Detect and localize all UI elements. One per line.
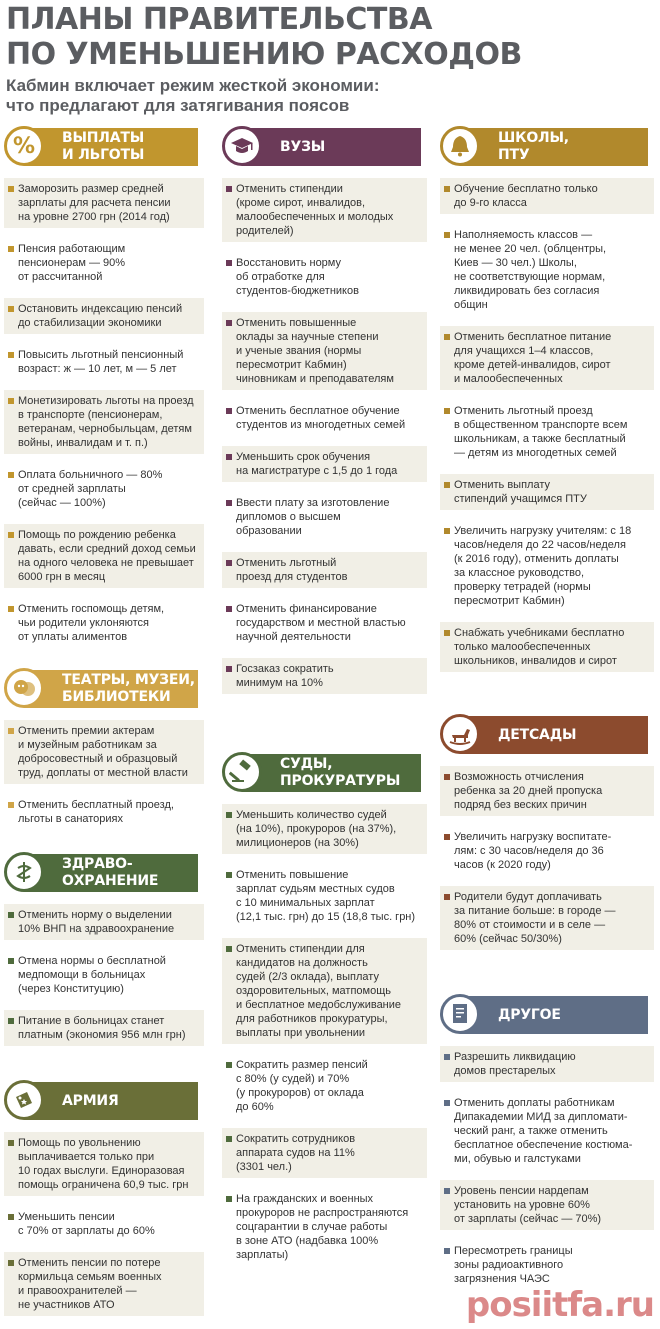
- section-title: АРМИЯ: [24, 1082, 198, 1120]
- section-title: ЗДРАВО- ОХРАНЕНИЕ: [24, 854, 198, 892]
- list-item: Отменить бесплатное обучение студентов из многодетных семей: [222, 400, 427, 436]
- list-item: Отменить госпомощь детям, чьи родители уклоняются от уплаты алиментов: [4, 598, 204, 648]
- list-item: Увеличить нагрузку учителям: с 18 часов/неделя до 22 часов/неделя (к 2016 году), отменить доплаты за классное руководство, проверку тетрадей (нормы пересмотрит Кабмин): [440, 520, 654, 612]
- list-item: Отменить повышенные оклады за научные степени и ученые звания (нормы пересмотрит Кабмин) чиновникам и преподавателям: [222, 312, 427, 390]
- item-list: [4, 1132, 204, 1316]
- list-item: Отменить норму о выделении 10% ВНП на здравоохранение: [4, 904, 204, 940]
- section-health: [4, 852, 204, 1056]
- section-header: [4, 126, 204, 168]
- list-item: Ввести плату за изготовление дипломов о высшем образовании: [222, 492, 427, 542]
- list-item: Обучение бесплатно только до 9-го класса: [440, 178, 654, 214]
- medical-caduceus-icon: [4, 852, 44, 892]
- list-item: Уменьшить количество судей (на 10%), прокуроров (на 37%), милиционеров (на 30%): [222, 804, 427, 854]
- list-item: Отменить стипендии для кандидатов на должность судей (2/3 оклада), выплату оздоровительных, матпомощь и бесплатное медобслуживание для работников прокуратуры, выплаты при увольнении: [222, 938, 427, 1044]
- list-item: Отменить бесплатный проезд, льготы в санаториях: [4, 794, 204, 830]
- list-item: Отменить льготный проезд в общественном транспорте всем школьникам, а также бесплатный — детям из многодетных семей: [440, 400, 654, 464]
- title-line-1: ПЛАНЫ ПРАВИТЕЛЬСТВА: [6, 2, 432, 37]
- section-kindergartens: [440, 714, 654, 960]
- list-item: Пенсия работающим пенсионерам — 90% от рассчитанной: [4, 238, 204, 288]
- list-item: Отменить выплату стипендий учащимся ПТУ: [440, 474, 654, 510]
- section-header: [440, 714, 654, 756]
- list-item: Сократить сотрудников аппарата судов на 11% (3301 чел.): [222, 1128, 427, 1178]
- item-list: [222, 178, 427, 694]
- list-item: Разрешить ликвидацию домов престарелых: [440, 1046, 654, 1082]
- page-subtitle: Кабмин включает режим жесткой экономии: что предлагают для затягивания поясов: [6, 76, 380, 115]
- item-list: [440, 1046, 654, 1290]
- column-right: [440, 0, 654, 1329]
- section-header: [4, 1080, 204, 1122]
- list-item: Родители будут доплачивать за питание больше: в городе — 80% от стоимости и в селе — 60% (сейчас 50/30%): [440, 886, 654, 950]
- list-item: Восстановить норму об отработке для студентов-бюджетников: [222, 252, 427, 302]
- watermark: posiitfa.ru: [465, 1285, 654, 1325]
- list-item: Наполняемость классов — не менее 20 чел. (облцентры, Киев — 30 чел.) Школы, не соответствующие нормам, ликвидировать без согласия общин: [440, 224, 654, 316]
- section-title: ДЕТСАДЫ: [460, 716, 648, 754]
- gavel-icon: [222, 752, 262, 792]
- document-icon: [440, 994, 480, 1034]
- item-list: [440, 766, 654, 950]
- column-middle: [222, 0, 427, 1329]
- item-list: [4, 904, 204, 1046]
- section-title: ШКОЛЫ, ПТУ: [460, 128, 648, 166]
- section-header: [222, 126, 427, 168]
- list-item: Повысить льготный пенсионный возраст: ж — 10 лет, м — 5 лет: [4, 344, 204, 380]
- list-item: Пересмотреть границы зоны радиоактивного загрязнения ЧАЭС: [440, 1240, 654, 1290]
- list-item: Отменить финансирование государством и местной властью научной деятельности: [222, 598, 427, 648]
- list-item: Помощь по рождению ребенка давать, если средний доход семьи на одного человека не превышает 6000 грн в месяц: [4, 524, 204, 588]
- section-header: [222, 752, 427, 794]
- list-item: Остановить индексацию пенсий до стабилизации экономики: [4, 298, 204, 334]
- list-item: Оплата больничного — 80% от средней зарплаты (сейчас — 100%): [4, 464, 204, 514]
- list-item: Питание в больницах станет платным (экономия 956 млн грн): [4, 1010, 204, 1046]
- list-item: Уменьшить срок обучения на магистратуре с 1,5 до 1 года: [222, 446, 427, 482]
- section-payments: [4, 126, 204, 658]
- section-header: [440, 994, 654, 1036]
- list-item: Отменить бесплатное питание для учащихся 1–4 классов, кроме детей-инвалидов, сирот и малообеспеченных: [440, 326, 654, 390]
- section-header: [440, 126, 654, 168]
- section-schools: [440, 126, 654, 682]
- section-theaters: [4, 668, 204, 840]
- list-item: На гражданских и военных прокуроров не распространяются соцгарантии в случае работы в зоне АТО (надбавка 100% зарплаты): [222, 1188, 427, 1266]
- title-line-2: ПО УМЕНЬШЕНИЮ РАСХОДОВ: [6, 37, 522, 72]
- list-item: Отмена нормы о бесплатной медпомощи в больницах (через Конституцию): [4, 950, 204, 1000]
- section-header: [4, 852, 204, 894]
- section-title: ДРУГОЕ: [460, 996, 648, 1034]
- list-item: Помощь по увольнению выплачивается только при 10 годах выслуги. Единоразовая помощь ограничена 60,9 тыс. грн: [4, 1132, 204, 1196]
- list-item: Заморозить размер средней зарплаты для расчета пенсии на уровне 2700 грн (2014 год): [4, 178, 204, 228]
- percent-icon: %: [4, 126, 44, 166]
- school-bell-icon: [440, 126, 480, 166]
- section-other: [440, 994, 654, 1300]
- theater-masks-icon: [4, 668, 44, 708]
- rocking-horse-icon: [440, 714, 480, 754]
- list-item: Отменить доплаты работникам Дипакадемии МИД за дипломати- ческий ранг, а также отменить бесплатное обеспечение костюма- ми, обувью и галстуками: [440, 1092, 654, 1170]
- section-title: СУДЫ, ПРОКУРАТУРЫ: [242, 754, 421, 792]
- item-list: [440, 178, 654, 672]
- list-item: Снабжать учебниками бесплатно только малообеспеченных школьников, инвалидов и сирот: [440, 622, 654, 672]
- list-item: Уменьшить пенсии с 70% от зарплаты до 60%: [4, 1206, 204, 1242]
- item-list: [4, 178, 204, 648]
- list-item: Отменить повышение зарплат судьям местных судов с 10 минимальных зарплат (12,1 тыс. грн) до 15 (18,8 тыс. грн): [222, 864, 427, 928]
- list-item: Увеличить нагрузку воспитате- лям: с 30 часов/неделя до 36 часов (к 2020 году): [440, 826, 654, 876]
- list-item: Госзаказ сократить минимум на 10%: [222, 658, 427, 694]
- section-header: [4, 668, 204, 710]
- list-item: Монетизировать льготы на проезд в транспорте (пенсионерам, ветеранам, чернобыльцам, детям войны, инвалидам и т. п.): [4, 390, 204, 454]
- section-courts: [222, 752, 427, 1276]
- section-universities: [222, 126, 427, 704]
- item-list: [222, 804, 427, 1266]
- list-item: Возможность отчисления ребенка за 20 дней пропуска подряд без веских причин: [440, 766, 654, 816]
- section-title: ВУЗЫ: [242, 128, 421, 166]
- list-item: Сократить размер пенсий с 80% (у судей) и 70% (у прокуроров) от оклада до 60%: [222, 1054, 427, 1118]
- list-item: Отменить стипендии (кроме сирот, инвалидов, малообеспеченных и молодых родителей): [222, 178, 427, 242]
- section-title: ТЕАТРЫ, МУЗЕИ, БИБЛИОТЕКИ: [24, 670, 198, 708]
- item-list: [4, 720, 204, 830]
- list-item: Отменить пенсии по потере кормильца семьям военных и правоохранителей — не участников АТО: [4, 1252, 204, 1316]
- list-item: Уровень пенсии нардепам установить на уровне 60% от зарплаты (сейчас — 70%): [440, 1180, 654, 1230]
- graduation-cap-icon: [222, 126, 262, 166]
- list-item: Отменить премии актерам и музейным работникам за добросовестный и образцовый труд, доплаты от местной власти: [4, 720, 204, 784]
- military-badge-icon: [4, 1080, 44, 1120]
- list-item: Отменить льготный проезд для студентов: [222, 552, 427, 588]
- column-left: [4, 0, 204, 1329]
- section-army: [4, 1080, 204, 1326]
- section-title: ВЫПЛАТЫ И ЛЬГОТЫ: [24, 128, 198, 166]
